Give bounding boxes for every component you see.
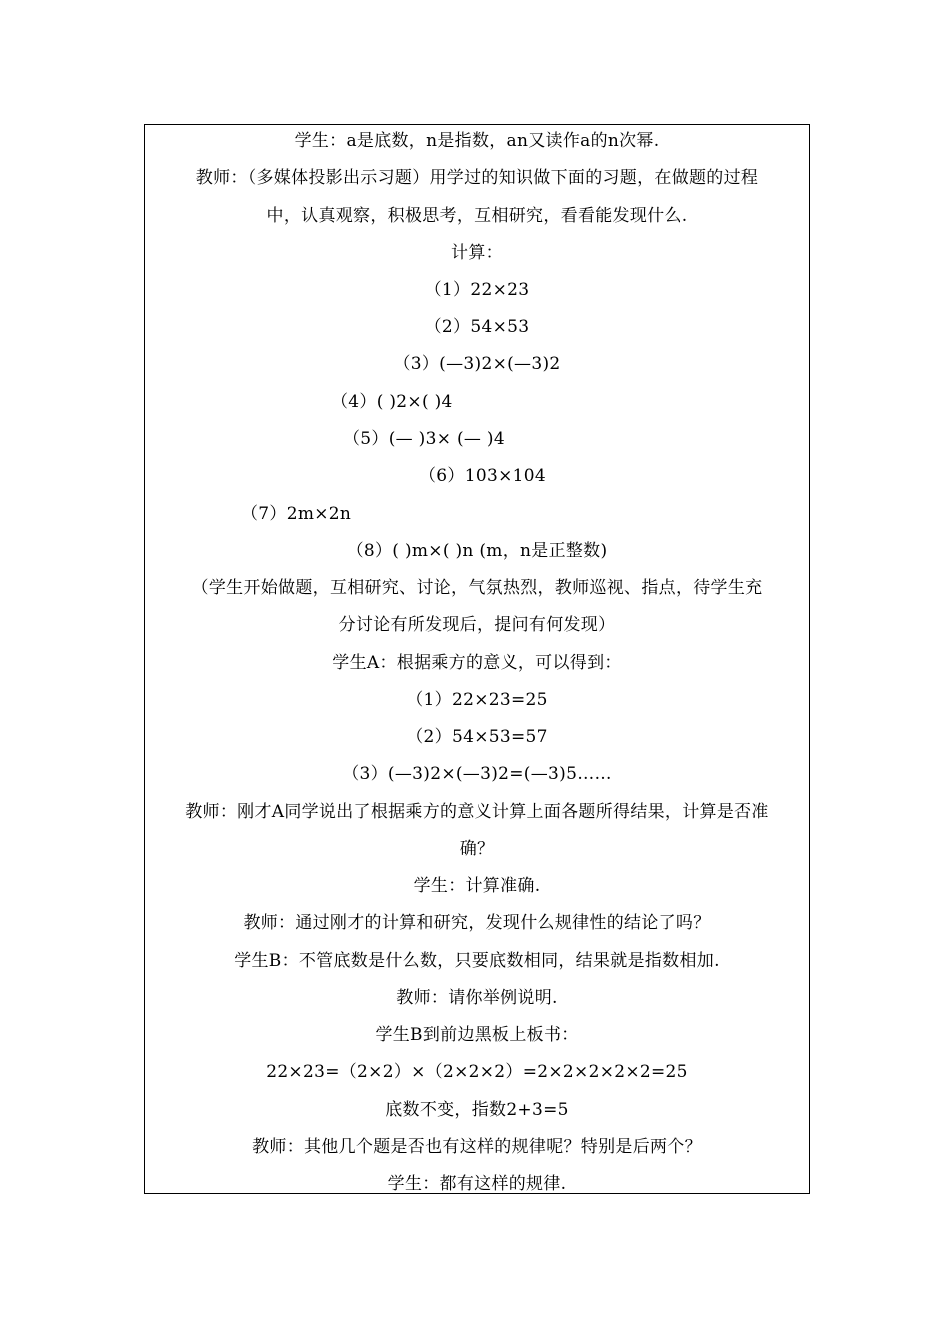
exercise-7: （7）2m×2n bbox=[241, 504, 352, 524]
line-blackboard: 学生B到前边黑板上板书： bbox=[375, 1025, 579, 1045]
exercise-8: （8）( )m×( )n (m，n是正整数) bbox=[346, 541, 608, 561]
line-teacher-example: 教师：请你举例说明. bbox=[396, 988, 558, 1008]
exercise-5: （5）(— )3× (— )4 bbox=[343, 429, 505, 449]
exercise-1: （1）22×23 bbox=[424, 280, 530, 300]
line-teacher-others: 教师：其他几个题是否也有这样的规律呢？特别是后两个？ bbox=[252, 1137, 702, 1157]
line-student-all: 学生：都有这样的规律. bbox=[387, 1174, 567, 1194]
exercise-4: （4）( )2×( )4 bbox=[331, 392, 453, 412]
line-compute-heading: 计算： bbox=[451, 243, 503, 263]
line-student-definition: 学生：a是底数，n是指数，an又读作a的n次幂. bbox=[294, 131, 660, 151]
line-teacher-question-2: 确？ bbox=[459, 839, 495, 859]
result-2: （2）54×53=57 bbox=[406, 727, 548, 747]
line-student-confirm: 学生：计算准确. bbox=[413, 876, 541, 896]
line-teacher-rule: 教师：通过刚才的计算和研究，发现什么规律性的结论了吗？ bbox=[243, 913, 711, 933]
exercise-6: （6）103×104 bbox=[419, 466, 546, 486]
result-1: （1）22×23=25 bbox=[406, 690, 548, 710]
line-blackboard-equation: 22×23=（2×2）×（2×2×2）=2×2×2×2×2=25 bbox=[266, 1062, 688, 1082]
result-3: （3）(—3)2×(—3)2=(—3)5…… bbox=[342, 764, 612, 784]
line-exponent-rule: 底数不变，指数2+3=5 bbox=[385, 1100, 569, 1120]
content-box bbox=[144, 124, 810, 1194]
exercise-3: （3）(—3)2×(—3)2 bbox=[393, 354, 561, 374]
exercise-2: （2）54×53 bbox=[424, 317, 530, 337]
line-teacher-intro-2: 中，认真观察，积极思考，互相研究，看看能发现什么. bbox=[266, 206, 688, 226]
line-activity-1: （学生开始做题，互相研究、讨论，气氛热烈，教师巡视、指点，待学生充 bbox=[191, 578, 763, 598]
line-student-b: 学生B：不管底数是什么数，只要底数相同，结果就是指数相加. bbox=[234, 951, 720, 971]
line-teacher-question-1: 教师：刚才A同学说出了根据乘方的意义计算上面各题所得结果，计算是否准 bbox=[185, 802, 769, 822]
line-teacher-intro-1: 教师：（多媒体投影出示习题）用学过的知识做下面的习题，在做题的过程 bbox=[195, 168, 759, 188]
line-activity-2: 分讨论有所发现后，提问有何发现） bbox=[338, 615, 616, 635]
line-student-a: 学生A：根据乘方的意义，可以得到： bbox=[332, 653, 622, 673]
